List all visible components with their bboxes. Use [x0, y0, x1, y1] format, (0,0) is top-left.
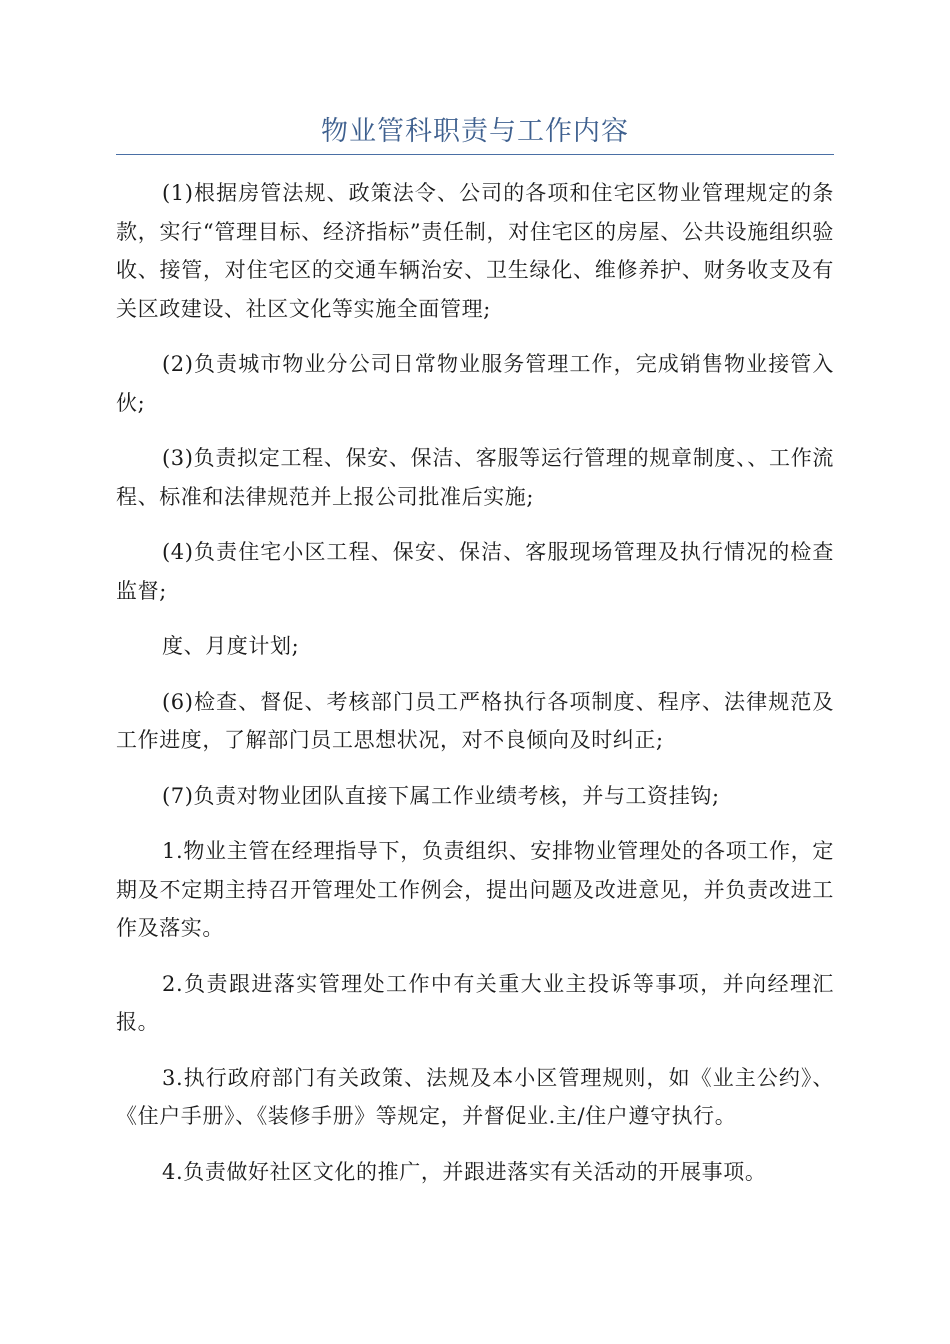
document-body [116, 174, 834, 1208]
paragraph-9: 2.负责跟进落实管理处工作中有关重大业主投诉等事项，并向经理汇报。 [116, 971, 834, 1034]
paragraph-10: 3.执行政府部门有关政策、法规及本小区管理规则，如《业主公约》、《住户手册》、《装修手册》等规定，并督促业.主/住户遵守执行。 [116, 1065, 834, 1128]
paragraph-1: (1)根据房管法规、政策法令、公司的各项和住宅区物业管理规定的条款，实行“管理目标、经济指标”责任制，对住宅区的房屋、公共设施组织验收、接管，对住宅区的交通车辆治安、卫生绿化、维修养护、财务收支及有关区政建设、社区文化等实施全面管理; [116, 181, 834, 321]
paragraph-3: (3)负责拟定工程、保安、保洁、客服等运行管理的规章制度、、工作流程、标准和法律规范并上报公司批准后实施; [116, 446, 834, 509]
paragraph-7: (7)负责对物业团队直接下属工作业绩考核，并与工资挂钩; [162, 783, 720, 808]
paragraph-11: 4.负责做好社区文化的推广，并跟进落实有关活动的开展事项。 [162, 1159, 767, 1184]
title-underline [116, 154, 834, 155]
paragraph-4: (4)负责住宅小区工程、保安、保洁、客服现场管理及执行情况的检查监督; [116, 540, 834, 603]
paragraph-6: (6)检查、督促、考核部门员工严格执行各项制度、程序、法律规范及工作进度，了解部门员工思想状况，对不良倾向及时纠正; [116, 689, 834, 752]
paragraph-8: 1.物业主管在经理指导下，负责组织、安排物业管理处的各项工作，定期及不定期主持召开管理处工作例会，提出问题及改进意见，并负责改进工作及落实。 [116, 839, 834, 940]
document-title: 物业管科职责与工作内容 [321, 116, 629, 147]
paragraph-5: 度、月度计划; [162, 634, 300, 658]
paragraph-2: (2)负责城市物业分公司日常物业服务管理工作，完成销售物业接管入伙; [116, 352, 834, 415]
